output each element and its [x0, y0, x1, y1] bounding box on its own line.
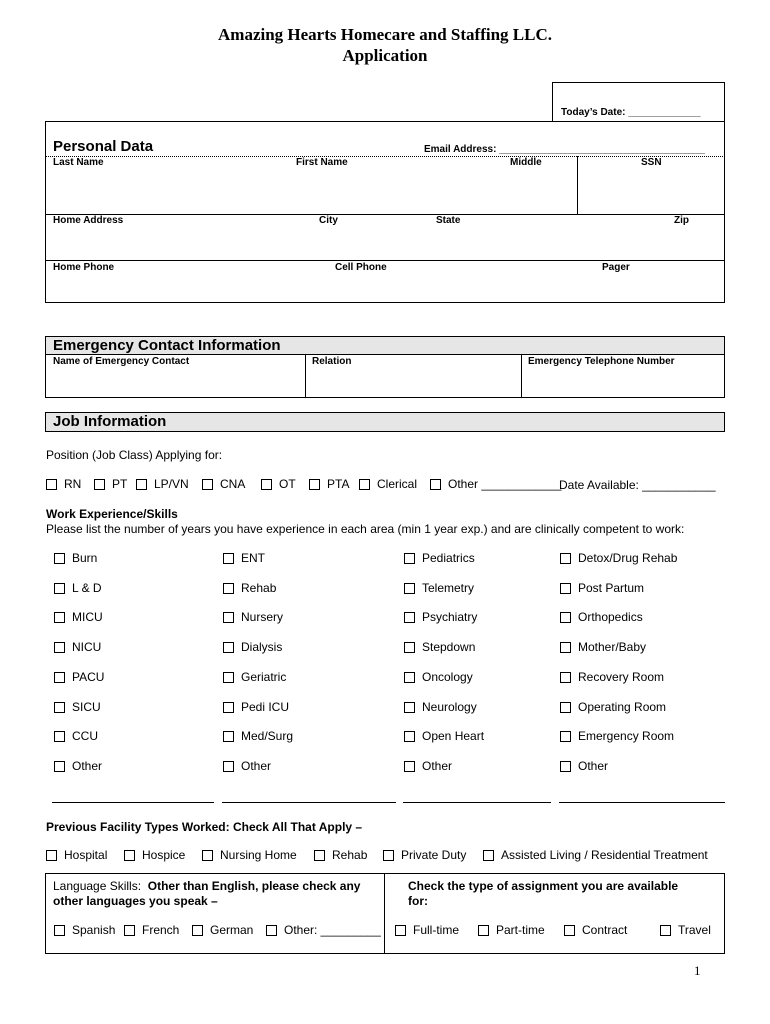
job-title: Job Information	[53, 413, 167, 430]
position-ot-checkbox[interactable]	[261, 479, 272, 490]
position-ot-label: OT	[279, 477, 296, 491]
position-lp-vn-checkbox[interactable]	[136, 479, 147, 490]
skill-col3-open-heart-checkbox[interactable]	[404, 731, 415, 742]
skill-col2-dialysis-label: Dialysis	[241, 640, 283, 655]
skill-col4-other-checkbox[interactable]	[560, 761, 571, 772]
skill-col2-dialysis-checkbox[interactable]	[223, 642, 234, 653]
position-other-label: Other ____________	[448, 477, 562, 491]
emergency-name-field[interactable]: Name of Emergency Contact	[53, 356, 190, 367]
experience-title: Work Experience/Skills	[46, 507, 178, 521]
language-label-bold: Other than English, please check any	[147, 879, 361, 893]
skill-col4-operating-room-label: Operating Room	[578, 699, 667, 714]
position-clerical-checkbox[interactable]	[359, 479, 370, 490]
assignment-part-time-label: Part-time	[496, 923, 545, 937]
skill-col4-recovery-room-label: Recovery Room	[578, 669, 665, 684]
page-number: 1	[694, 963, 701, 978]
email-field[interactable]: Email Address: _____________________________________	[424, 144, 705, 155]
emergency-relation-field[interactable]: Relation	[312, 356, 352, 367]
other-line-3[interactable]	[403, 802, 551, 803]
assignment-contract-label: Contract	[582, 923, 628, 937]
skill-col3-stepdown-checkbox[interactable]	[404, 642, 415, 653]
facility-rehab-checkbox[interactable]	[314, 850, 325, 861]
emergency-title: Emergency Contact Information	[53, 337, 281, 354]
position-pt-label: PT	[112, 477, 128, 491]
skill-col3-telemetry-checkbox[interactable]	[404, 583, 415, 594]
facility-assisted-living-residential-treatment-checkbox[interactable]	[483, 850, 494, 861]
skill-col2-rehab-label: Rehab	[241, 580, 277, 595]
facility-hospice-label: Hospice	[142, 848, 186, 862]
skill-col3-pediatrics-label: Pediatrics	[422, 551, 475, 565]
facility-title: Previous Facility Types Worked: Check All That Apply –	[46, 820, 363, 834]
skill-col4-emergency-room-checkbox[interactable]	[560, 731, 571, 742]
language-label	[53, 879, 360, 893]
skill-col3-neurology-label: Neurology	[422, 699, 477, 714]
skill-col4-orthopedics-checkbox[interactable]	[560, 612, 571, 623]
ssn-divider	[577, 156, 578, 214]
facility-hospice-checkbox[interactable]	[124, 850, 135, 861]
position-clerical-label: Clerical	[377, 477, 418, 491]
assignment-part-time-checkbox[interactable]	[478, 925, 489, 936]
position-cna-label: CNA	[220, 477, 246, 491]
zip-field[interactable]: Zip	[674, 215, 689, 226]
skill-col1-l-d-checkbox[interactable]	[54, 583, 65, 594]
facility-nursing-home-label: Nursing Home	[220, 848, 297, 862]
skill-col1-ccu-checkbox[interactable]	[54, 731, 65, 742]
skill-col1-nicu-checkbox[interactable]	[54, 642, 65, 653]
language-spanish-checkbox[interactable]	[54, 925, 65, 936]
skill-col2-med-surg-checkbox[interactable]	[223, 731, 234, 742]
language-assignment-divider	[384, 873, 385, 954]
emergency-divider-2	[521, 354, 522, 398]
skill-col1-sicu-checkbox[interactable]	[54, 702, 65, 713]
skill-col3-other-checkbox[interactable]	[404, 761, 415, 772]
skill-col3-oncology-label: Oncology	[422, 669, 473, 684]
position-cna-checkbox[interactable]	[202, 479, 213, 490]
last-name-field[interactable]: Last Name	[53, 157, 104, 168]
language-german-checkbox[interactable]	[192, 925, 203, 936]
document-title: Application	[342, 46, 428, 65]
language-spanish-label: Spanish	[72, 923, 116, 937]
row-divider-1	[45, 214, 725, 215]
city-field[interactable]: City	[319, 215, 338, 226]
skill-col1-ccu-label: CCU	[72, 729, 98, 744]
skill-col2-pedi-icu-label: Pedi ICU	[241, 699, 290, 714]
skill-col3-open-heart-label: Open Heart	[422, 729, 485, 744]
skill-col2-med-surg-label: Med/Surg	[241, 729, 294, 744]
skill-col3-telemetry-label: Telemetry	[422, 580, 475, 595]
skill-col1-l-d-label: L & D	[72, 580, 102, 595]
position-pta-label: PTA	[327, 477, 350, 491]
language-other-label: Other: _________	[284, 923, 381, 937]
other-line-1[interactable]	[52, 802, 214, 803]
facility-rehab-label: Rehab	[332, 848, 368, 862]
language-label-plain: Language Skills:	[53, 879, 142, 893]
skill-col2-pedi-icu-checkbox[interactable]	[223, 702, 234, 713]
skill-col1-pacu-label: PACU	[72, 669, 105, 684]
personal-header-divider	[45, 156, 725, 157]
todays-date-field[interactable]: Today’s Date: _____________	[561, 107, 701, 118]
experience-instructions: Please list the number of years you have experience in each area (min 1 year exp.) and are clinically competent to work:	[46, 522, 685, 536]
position-lp-vn-label: LP/VN	[154, 477, 189, 491]
skill-col4-detox-drug-rehab-checkbox[interactable]	[560, 553, 571, 564]
company-name: Amazing Hearts Homecare and Staffing LLC.	[218, 25, 552, 44]
home-phone-field[interactable]: Home Phone	[53, 262, 115, 273]
skill-col4-orthopedics-label: Orthopedics	[578, 610, 643, 625]
skill-col3-other-label: Other	[422, 758, 453, 773]
facility-private-duty-checkbox[interactable]	[383, 850, 394, 861]
skill-col1-micu-checkbox[interactable]	[54, 612, 65, 623]
skill-col4-mother-baby-checkbox[interactable]	[560, 642, 571, 653]
skill-col2-geriatric-label: Geriatric	[241, 669, 287, 684]
facility-private-duty-label: Private Duty	[401, 848, 467, 862]
position-pt-checkbox[interactable]	[94, 479, 105, 490]
facility-nursing-home-checkbox[interactable]	[202, 850, 213, 861]
state-field[interactable]: State	[436, 215, 461, 226]
assignment-travel-label: Travel	[678, 923, 711, 937]
skill-col2-ent-label: ENT	[241, 551, 265, 565]
position-rn-label: RN	[64, 477, 82, 491]
assignment-contract-checkbox[interactable]	[564, 925, 575, 936]
skill-col4-detox-drug-rehab-label: Detox/Drug Rehab	[578, 551, 678, 565]
language-other-checkbox[interactable]	[266, 925, 277, 936]
skill-col1-other-label: Other	[72, 758, 103, 773]
skill-col4-operating-room-checkbox[interactable]	[560, 702, 571, 713]
assignment-full-time-label: Full-time	[413, 923, 460, 937]
skill-col3-psychiatry-label: Psychiatry	[422, 610, 478, 625]
skill-col2-ent-checkbox[interactable]	[223, 553, 234, 564]
skill-col2-geriatric-checkbox[interactable]	[223, 672, 234, 683]
skill-col1-burn-label: Burn	[72, 551, 98, 565]
skill-col2-other-label: Other	[241, 758, 272, 773]
assignment-full-time-checkbox[interactable]	[395, 925, 406, 936]
facility-hospital-label: Hospital	[64, 848, 108, 862]
facility-assisted-living-residential-treatment-label: Assisted Living / Residential Treatment	[501, 848, 708, 862]
date-available-field[interactable]: Date Available: ___________	[559, 478, 716, 492]
skill-col2-nursery-checkbox[interactable]	[223, 612, 234, 623]
skill-col1-other-checkbox[interactable]	[54, 761, 65, 772]
skill-col2-other-checkbox[interactable]	[223, 761, 234, 772]
cell-phone-field[interactable]: Cell Phone	[335, 262, 387, 273]
ssn-field[interactable]: SSN	[641, 157, 662, 168]
position-rn-checkbox[interactable]	[46, 479, 57, 490]
position-other-checkbox[interactable]	[430, 479, 441, 490]
personal-data-title: Personal Data	[53, 138, 154, 155]
skill-col4-mother-baby-label: Mother/Baby	[578, 640, 647, 655]
skill-col1-micu-label: MICU	[72, 610, 103, 625]
skill-col2-rehab-checkbox[interactable]	[223, 583, 234, 594]
skill-col1-pacu-checkbox[interactable]	[54, 672, 65, 683]
skill-col4-other-label: Other	[578, 758, 609, 773]
skill-col3-oncology-checkbox[interactable]	[404, 672, 415, 683]
skill-col1-nicu-label: NICU	[72, 640, 102, 655]
assignment-label: Check the type of assignment you are available	[408, 879, 679, 893]
position-label: Position (Job Class) Applying for:	[46, 448, 223, 462]
pager-field[interactable]: Pager	[602, 262, 630, 273]
skill-col1-burn-checkbox[interactable]	[54, 553, 65, 564]
skill-col3-neurology-checkbox[interactable]	[404, 702, 415, 713]
assignment-travel-checkbox[interactable]	[660, 925, 671, 936]
skill-col4-post-partum-label: Post Partum	[578, 580, 645, 595]
skill-col4-recovery-room-checkbox[interactable]	[560, 672, 571, 683]
position-pta-checkbox[interactable]	[309, 479, 320, 490]
emergency-divider-1	[305, 354, 306, 398]
skill-col4-post-partum-checkbox[interactable]	[560, 583, 571, 594]
language-french-label: French	[142, 923, 180, 937]
middle-field[interactable]: Middle	[510, 157, 542, 168]
language-german-label: German	[210, 923, 254, 937]
skill-col3-pediatrics-checkbox[interactable]	[404, 553, 415, 564]
skill-col3-stepdown-label: Stepdown	[422, 640, 476, 655]
skill-col4-emergency-room-label: Emergency Room	[578, 729, 675, 744]
facility-hospital-checkbox[interactable]	[46, 850, 57, 861]
assignment-label-2: for:	[408, 894, 428, 908]
language-label-2: other languages you speak –	[53, 894, 218, 908]
skill-col3-psychiatry-checkbox[interactable]	[404, 612, 415, 623]
row-divider-2	[45, 260, 725, 261]
other-line-4[interactable]	[559, 802, 725, 803]
emergency-phone-field[interactable]: Emergency Telephone Number	[528, 356, 675, 367]
first-name-field[interactable]: First Name	[296, 157, 348, 168]
other-line-2[interactable]	[222, 802, 396, 803]
skill-col2-nursery-label: Nursery	[241, 610, 284, 625]
home-address-field[interactable]: Home Address	[53, 215, 124, 226]
skill-col1-sicu-label: SICU	[72, 699, 101, 714]
language-french-checkbox[interactable]	[124, 925, 135, 936]
